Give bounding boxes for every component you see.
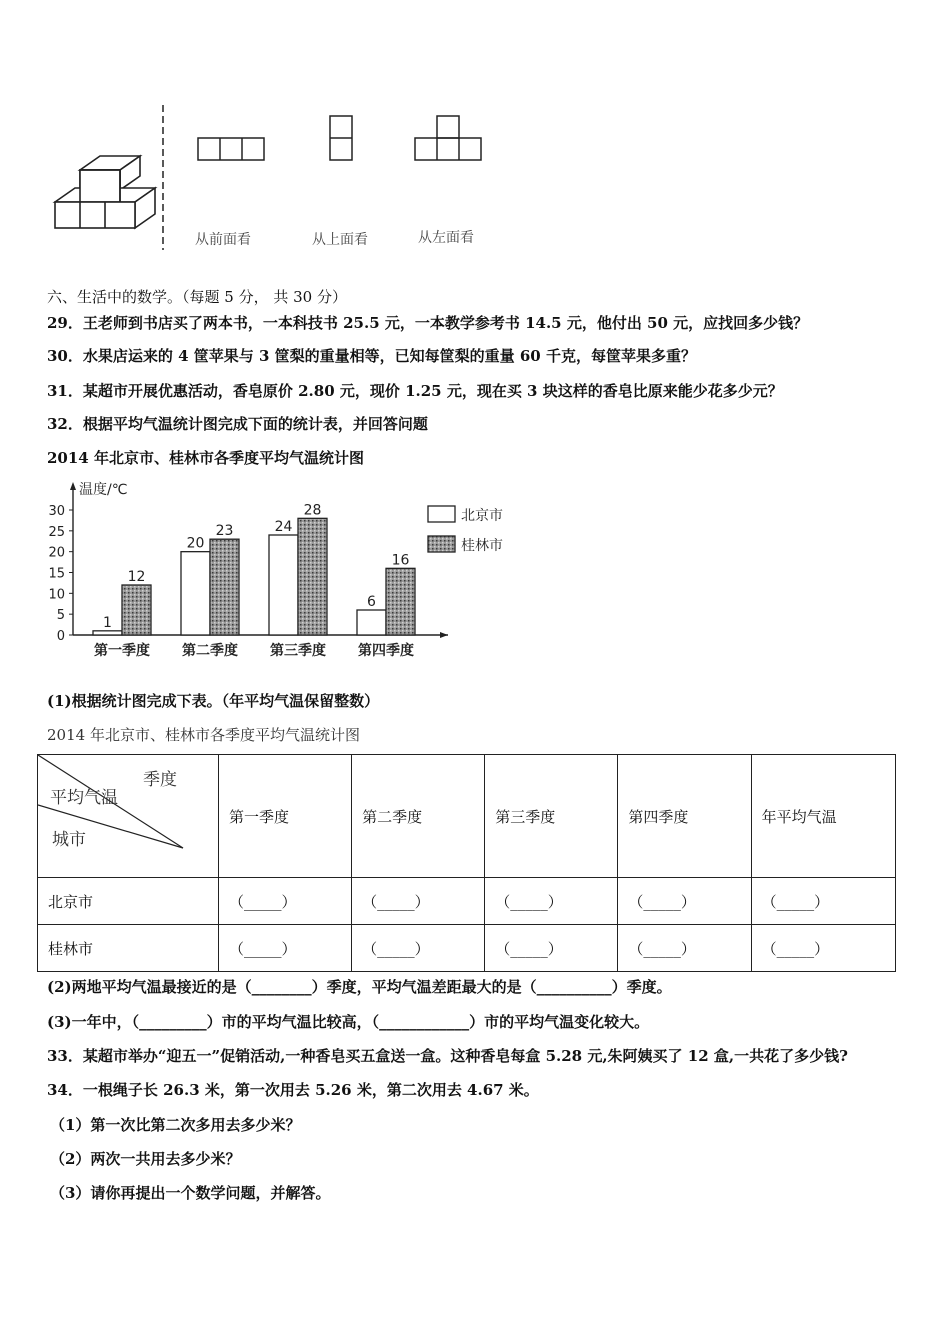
bar-value-label: 24 xyxy=(274,519,293,535)
y-axis-arrow xyxy=(70,482,76,490)
answer-blank[interactable]: （_____） xyxy=(618,878,751,925)
header-q1: 第一季度 xyxy=(219,755,352,878)
bar-beijing xyxy=(181,552,210,635)
chart-title: 2014 年北京市、桂林市各季度平均气温统计图 xyxy=(47,449,364,467)
bar-value-label: 1 xyxy=(103,614,112,631)
left-view-label: 从左面看 xyxy=(418,230,474,246)
legend-label-beijing: 北京市 xyxy=(461,508,503,524)
bar-guilin xyxy=(386,568,415,635)
header-q3: 第三季度 xyxy=(485,755,618,878)
bar-value-label: 23 xyxy=(215,523,234,540)
bar-beijing xyxy=(357,610,386,635)
y-tick-label: 5 xyxy=(56,608,65,624)
table-row-beijing xyxy=(38,878,896,925)
y-axis-label: 温度/℃ xyxy=(79,482,128,498)
bar-value-label: 12 xyxy=(127,569,146,585)
front-view-label: 从前面看 xyxy=(195,232,251,248)
bar-guilin xyxy=(122,585,151,635)
bar-value-label: 20 xyxy=(186,535,205,552)
table-corner-cell xyxy=(38,755,219,878)
answer-blank[interactable]: （_____） xyxy=(485,925,618,972)
x-category-label: 第一季度 xyxy=(94,643,150,659)
bar-value-label: 16 xyxy=(391,552,410,569)
y-tick-label: 25 xyxy=(48,524,65,540)
temperature-bar-chart xyxy=(40,472,540,667)
answer-blank[interactable]: （_____） xyxy=(485,878,618,925)
x-category-label: 第四季度 xyxy=(358,643,414,659)
question-32-3: (3)一年中，（_________）市的平均气温比较高，（____________）市的平均气温变化较大。 xyxy=(47,1013,650,1031)
legend-swatch-beijing xyxy=(428,506,455,522)
legend-swatch-guilin xyxy=(428,536,455,552)
table-title: 2014 年北京市、桂林市各季度平均气温统计图 xyxy=(47,726,360,744)
y-tick-label: 15 xyxy=(48,566,65,582)
question-33: 33．某超市举办“迎五一”促销活动,一种香皂买五盒送一盒。这种香皂每盒 5.28 元,朱阿姨买了 12 盒,一共花了多少钱? xyxy=(47,1047,848,1065)
row-city: 桂林市 xyxy=(38,925,219,972)
header-q4: 第四季度 xyxy=(618,755,751,878)
row-city: 北京市 xyxy=(38,878,219,925)
question-32-2: (2)两地平均气温最接近的是（________）季度，平均气温差距最大的是（__________）季度。 xyxy=(47,978,672,996)
question-34-2: （2）两次一共用去多少米？ xyxy=(50,1150,241,1168)
y-tick-label: 20 xyxy=(48,545,65,561)
y-tick-label: 0 xyxy=(56,629,65,644)
legend-label-guilin: 桂林市 xyxy=(461,538,503,554)
question-31: 31．某超市开展优惠活动，香皂原价 2.80 元，现价 1.25 元，现在买 3 块这样的香皂比原来能少花多少元？ xyxy=(47,382,783,400)
question-34: 34．一根绳子长 26.3 米，第一次用去 5.26 米，第二次用去 4.67 米。 xyxy=(47,1081,539,1099)
question-29: 29．王老师到书店买了两本书，一本科技书 25.5 元，一本教学参考书 14.5 元，他付出 50 元，应找回多少钱？ xyxy=(47,314,809,332)
top-view-label: 从上面看 xyxy=(312,232,368,248)
corner-season: 季度 xyxy=(143,770,177,790)
answer-blank[interactable]: （_____） xyxy=(751,878,895,925)
header-annual: 年平均气温 xyxy=(751,755,895,878)
question-32: 32．根据平均气温统计图完成下面的统计表，并回答问题 xyxy=(47,415,428,433)
bar-guilin xyxy=(210,539,239,635)
answer-blank[interactable]: （_____） xyxy=(352,925,485,972)
bar-beijing xyxy=(93,631,122,635)
y-tick-label: 10 xyxy=(48,587,65,603)
header-q2: 第二季度 xyxy=(352,755,485,878)
x-category-label: 第三季度 xyxy=(270,643,326,659)
stat-table xyxy=(37,754,896,972)
bar-beijing xyxy=(269,535,298,635)
section-title: 六、生活中的数学。（每题 5 分， 共 30 分） xyxy=(47,288,347,306)
corner-city: 城市 xyxy=(52,830,86,850)
table-row-guilin xyxy=(38,925,896,972)
y-tick-label: 30 xyxy=(48,504,65,519)
x-axis-arrow xyxy=(440,632,448,638)
answer-blank[interactable]: （_____） xyxy=(751,925,895,972)
question-32-1: (1)根据统计图完成下表。（年平均气温保留整数） xyxy=(47,692,380,710)
answer-blank[interactable]: （_____） xyxy=(352,878,485,925)
bar-value-label: 6 xyxy=(367,594,376,610)
question-30: 30．水果店运来的 4 筐苹果与 3 筐梨的重量相等，已知每筐梨的重量 60 千克，每筐苹果多重？ xyxy=(47,347,696,365)
x-category-label: 第二季度 xyxy=(182,643,238,659)
answer-blank[interactable]: （_____） xyxy=(219,878,352,925)
answer-blank[interactable]: （_____） xyxy=(618,925,751,972)
corner-avg: 平均气温 xyxy=(50,788,118,808)
bar-guilin xyxy=(298,518,327,635)
bar-value-label: 28 xyxy=(303,502,322,519)
answer-blank[interactable]: （_____） xyxy=(219,925,352,972)
question-34-1: （1）第一次比第二次多用去多少米？ xyxy=(50,1116,301,1134)
question-34-3: （3）请你再提出一个数学问题，并解答。 xyxy=(50,1184,331,1202)
